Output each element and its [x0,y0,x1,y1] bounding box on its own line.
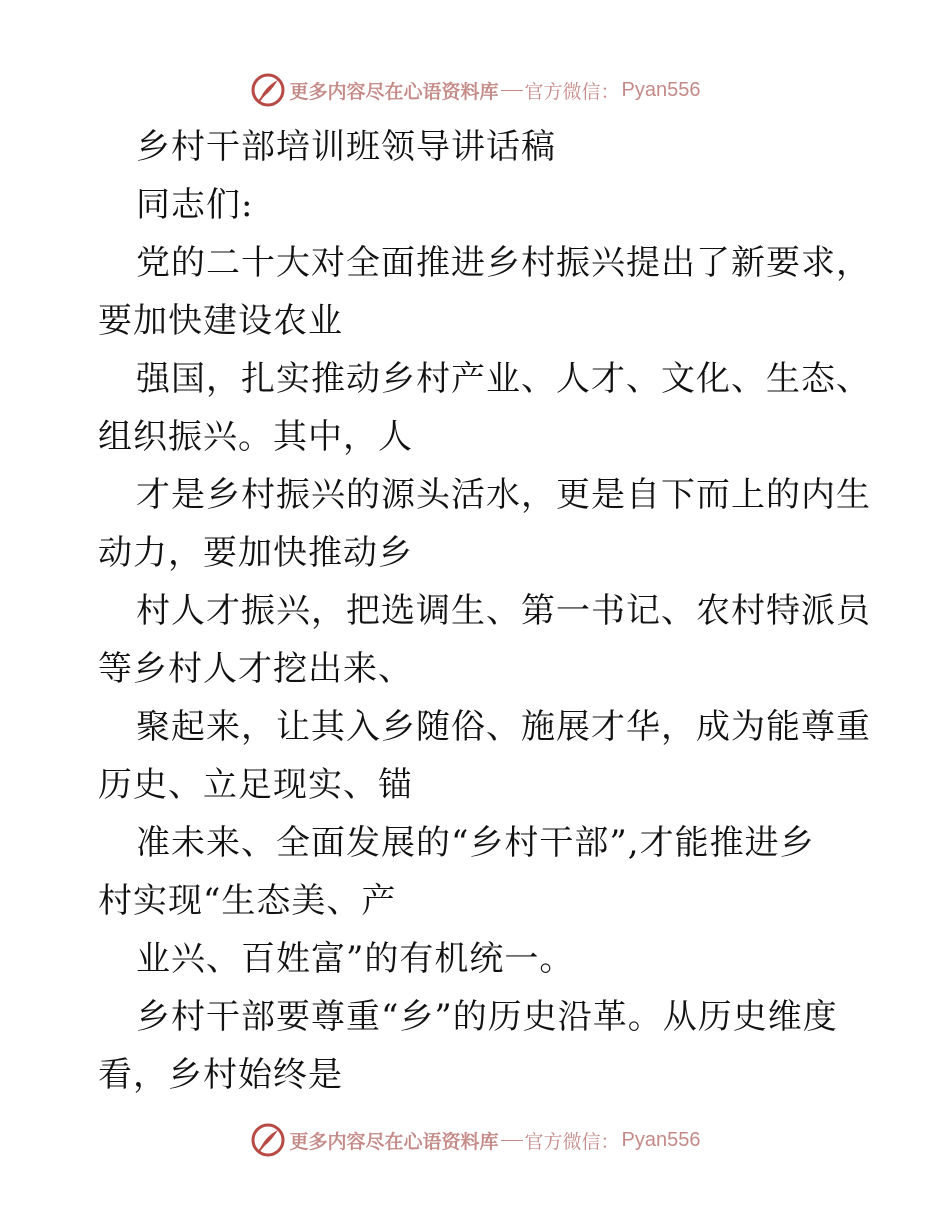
text-line: 同志们: [136,185,254,225]
banner-official-label: 官方微信： [524,1130,620,1153]
footer-watermark [0,1120,950,1160]
text-line: 业兴、百姓富”的有机统一。 [136,939,575,979]
text-line: 等乡村人才挖出来、 [98,649,413,689]
text-line: 村人才振兴，把选调生、第一书记、农村特派员 [136,591,871,631]
text-line: 看，乡村始终是 [98,1055,343,1095]
text-line: 才是乡村振兴的源头活水，更是自下而上的内生 [136,475,871,515]
quill-pen-logo-icon [250,72,286,108]
text-line: 聚起来，让其入乡随俗、施展才华，成为能尊重 [136,707,871,747]
banner-dash [501,1140,523,1141]
banner-wechat-id: Pyan556 [621,1128,701,1151]
document-body [98,118,871,1104]
text-line: 村实现“生态美、产 [98,881,397,921]
header-watermark [0,70,950,110]
text-line: 动力，要加快推动乡 [98,533,413,573]
banner-official-label: 官方微信： [524,80,620,103]
text-line: 乡村干部要尊重“乡”的历史沿革。从历史维度 [136,997,838,1037]
text-line: 强国，扎实推动乡村产业、人才、文化、生态、 [136,359,871,399]
text-line: 组织振兴。其中，人 [98,417,413,457]
text-line: 准未来、全面发展的“乡村干部”,才能推进乡 [136,823,815,863]
document-title: 乡村干部培训班领导讲话稿 [136,127,556,167]
text-line: 党的二十大对全面推进乡村振兴提出了新要求， [136,243,871,283]
text-line: 要加快建设农业 [98,301,343,341]
quill-pen-logo-icon [250,1122,286,1158]
text-line: 历史、立足现实、锚 [98,765,413,805]
banner-text: 更多内容尽在心语资料库 [289,1130,499,1153]
banner-dash [501,90,523,91]
banner-wechat-id: Pyan556 [621,78,701,101]
banner-text: 更多内容尽在心语资料库 [289,80,499,103]
